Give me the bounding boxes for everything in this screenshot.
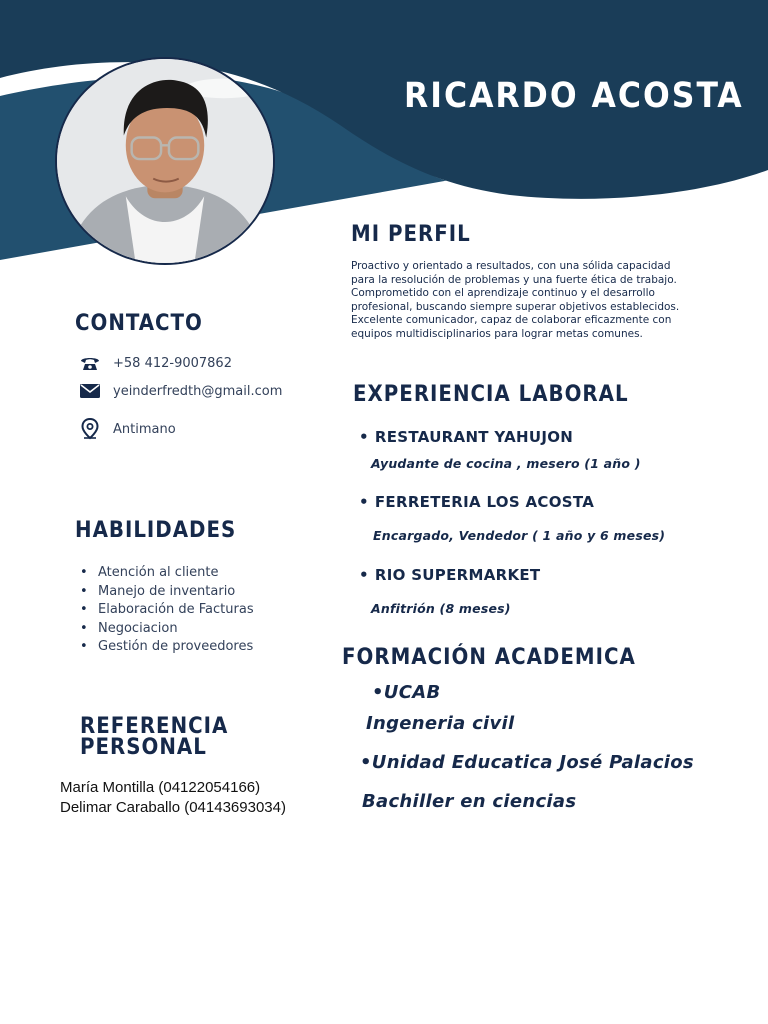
profile-summary: Proactivo y orientado a resultados, con una sólida capacidad para la resolución de problemas y una fuerte ética de trabajo. Comprometido con el aprendizaje continuo y el desarrollo profesional, buscando siempre superar objetivos establecidos. Excelente comunicador, capaz de colaborar eficazmente con equipos multidisciplinarios para lograr metas comunes. bbox=[351, 260, 680, 340]
job-company-name: FERRETERIA LOS ACOSTA bbox=[374, 493, 595, 511]
list-item: • Manejo de inventario bbox=[80, 583, 254, 602]
list-item: • Gestión de proveedores bbox=[80, 638, 254, 657]
references-heading-line2: PERSONAL bbox=[80, 735, 207, 760]
phone-icon bbox=[78, 353, 102, 373]
job-company-name: RESTAURANT YAHUJON bbox=[374, 428, 574, 446]
education-institution: •Unidad Educatica José Palacios bbox=[360, 752, 694, 773]
list-item: • Elaboración de Facturas bbox=[80, 601, 254, 620]
contact-phone: +58 412-9007862 bbox=[113, 355, 232, 371]
bullet: • bbox=[359, 493, 369, 511]
job-company bbox=[359, 493, 594, 511]
references-heading-line1: REFERENCIA bbox=[80, 714, 229, 739]
contact-phone-row bbox=[78, 352, 232, 374]
email-icon bbox=[78, 381, 102, 401]
profile-heading: MI PERFIL bbox=[351, 222, 471, 247]
list-item: • Atención al cliente bbox=[80, 564, 254, 583]
job-company bbox=[359, 566, 540, 584]
bullet: • bbox=[359, 428, 369, 446]
education-degree: Bachiller en ciencias bbox=[362, 791, 577, 812]
job-role: Encargado, Vendedor ( 1 año y 6 meses) bbox=[373, 528, 666, 543]
reference-item: María Montilla (04122054166) bbox=[60, 779, 261, 796]
person-name: RICARDO ACOSTA bbox=[404, 76, 744, 116]
experience-heading: EXPERIENCIA LABORAL bbox=[353, 382, 629, 407]
portrait-illustration bbox=[57, 59, 273, 263]
contact-email: yeinderfredth@gmail.com bbox=[113, 383, 283, 399]
education-degree: Ingeneria civil bbox=[366, 713, 515, 734]
contact-email-row bbox=[78, 380, 282, 402]
skills-heading: HABILIDADES bbox=[75, 518, 237, 543]
job-company-name: RIO SUPERMARKET bbox=[374, 566, 541, 584]
contact-location-row bbox=[78, 418, 176, 440]
profile-photo bbox=[55, 57, 275, 265]
location-pin-icon bbox=[78, 419, 102, 439]
contact-location: Antimano bbox=[113, 421, 176, 437]
job-company bbox=[359, 428, 573, 446]
skills-list bbox=[80, 564, 254, 657]
job-role: Ayudante de cocina , mesero (1 año ) bbox=[371, 456, 641, 471]
education-heading: FORMACIÓN ACADEMICA bbox=[342, 645, 636, 670]
education-institution: •UCAB bbox=[372, 682, 441, 703]
reference-item: Delimar Caraballo (04143693034) bbox=[60, 799, 286, 816]
job-role: Anfitrión (8 meses) bbox=[371, 601, 511, 616]
references-heading bbox=[80, 716, 228, 758]
list-item: • Negociacion bbox=[80, 620, 254, 639]
contact-heading: CONTACTO bbox=[75, 311, 203, 336]
bullet: • bbox=[359, 566, 369, 584]
